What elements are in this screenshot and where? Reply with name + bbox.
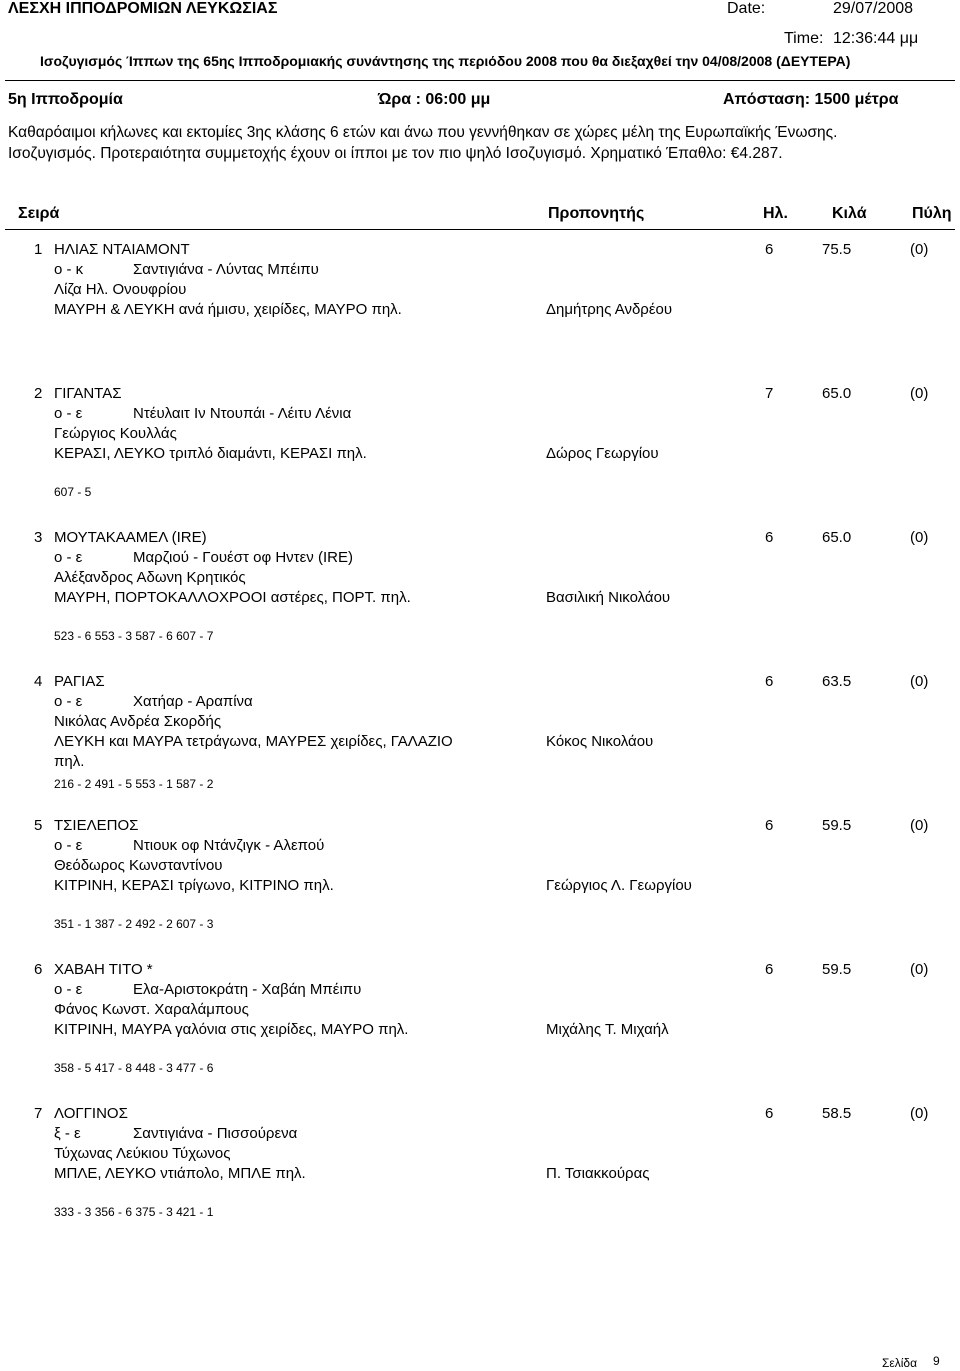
horse-age: 6 bbox=[765, 961, 774, 978]
runner-number: 5 bbox=[34, 817, 43, 834]
horse-pedigree: Ντέυλαιτ Ιν Ντουπάι - Λέιτυ Λένια bbox=[133, 405, 352, 422]
horse-pedigree: Ντιουκ οφ Ντάνζιγκ - Αλεπού bbox=[133, 837, 325, 854]
time-value: 12:36:44 μμ bbox=[833, 30, 919, 47]
trainer-name: Δώρος Γεωργίου bbox=[546, 445, 659, 462]
racing-colors: ΚΙΤΡΙΝΗ, ΜΑΥΡΑ γαλόνια στις χειρίδες, ΜΑΥΡΟ πηλ. bbox=[54, 1021, 409, 1038]
race-time: Ώρα : 06:00 μμ bbox=[378, 91, 491, 108]
starting-gate: (0) bbox=[910, 961, 929, 978]
horse-pedigree: Σαντιγιάνα - Λύντας Μπέιπυ bbox=[133, 261, 319, 278]
horse-age: 6 bbox=[765, 1105, 774, 1122]
horse-age: 6 bbox=[765, 817, 774, 834]
columns-divider bbox=[5, 229, 955, 230]
racing-colors: ΜΑΥΡΗ & ΛΕΥΚΗ ανά ήμισυ, χειρίδες, ΜΑΥΡΟ πηλ. bbox=[54, 301, 402, 318]
runner-number: 3 bbox=[34, 529, 43, 546]
col-weight: Κιλά bbox=[832, 205, 867, 222]
racing-colors: ΜΑΥΡΗ, ΠΟΡΤΟΚΑΛΛΟΧΡΟΟΙ αστέρες, ΠΟΡΤ. πηλ. bbox=[54, 589, 411, 606]
horse-pedigree: Μαρζιού - Γουέστ οφ Ηντεν (IRE) bbox=[133, 549, 353, 566]
club-title: ΛΕΣΧΗ ΙΠΠΟΔΡΟΜΙΩΝ ΛΕΥΚΩΣΙΑΣ bbox=[8, 0, 278, 17]
col-age: Ηλ. bbox=[763, 205, 788, 222]
starting-gate: (0) bbox=[910, 529, 929, 546]
horse-owner: Γεώργιος Κουλλάς bbox=[54, 425, 177, 442]
horse-name: ΗΛΙΑΣ ΝΤΑΙΑΜΟΝΤ bbox=[54, 241, 190, 258]
horse-owner: Νικόλας Ανδρέα Σκορδής bbox=[54, 713, 222, 730]
racing-colors: ΚΕΡΑΣΙ, ΛΕΥΚΟ τριπλό διαμάντι, ΚΕΡΑΣΙ πηλ. bbox=[54, 445, 367, 462]
starting-gate: (0) bbox=[910, 817, 929, 834]
horse-age: 6 bbox=[765, 241, 774, 258]
recent-form: 523 - 6 553 - 3 587 - 6 607 - 7 bbox=[54, 629, 214, 643]
horse-owner: Φάνος Κωνστ. Χαραλάμπους bbox=[54, 1001, 249, 1018]
runner-number: 6 bbox=[34, 961, 43, 978]
col-order: Σειρά bbox=[18, 205, 60, 222]
horse-sex: ο - κ bbox=[54, 261, 84, 278]
horse-owner: Λίζα Ηλ. Ονουφρίου bbox=[54, 281, 187, 298]
horse-age: 7 bbox=[765, 385, 774, 402]
racing-colors: ΛΕΥΚΗ και ΜΑΥΡΑ τετράγωνα, ΜΑΥΡΕΣ χειρίδες, ΓΑΛΑΖΙΟ bbox=[54, 733, 453, 750]
horse-weight: 63.5 bbox=[822, 673, 852, 690]
horse-age: 6 bbox=[765, 673, 774, 690]
starting-gate: (0) bbox=[910, 241, 929, 258]
horse-weight: 65.0 bbox=[822, 529, 852, 546]
time-label: Time: bbox=[784, 30, 824, 47]
starting-gate: (0) bbox=[910, 673, 929, 690]
horse-weight: 75.5 bbox=[822, 241, 852, 258]
col-trainer: Προπονητής bbox=[548, 205, 645, 222]
recent-form: 351 - 1 387 - 2 492 - 2 607 - 3 bbox=[54, 917, 214, 931]
horse-pedigree: Σαντιγιάνα - Πισσούρενα bbox=[133, 1125, 298, 1142]
horse-sex: ο - ε bbox=[54, 837, 83, 854]
horse-name: ΤΣΙΕΛΕΠΟΣ bbox=[54, 817, 139, 834]
header-divider bbox=[5, 80, 955, 81]
recent-form: 216 - 2 491 - 5 553 - 1 587 - 2 bbox=[54, 777, 214, 791]
race-conditions: Καθαρόαιμοι κήλωνες και εκτομίες 3ης κλάσης 6 ετών και άνω που γεννήθηκαν σε χώρες μέλη της Ευρωπαϊκής Ένωσης. Ισοζυγισμός. Προτεραιότητα συμμετοχής έχουν οι ίπποι με τον πιο ψηλό Ισοζυγισμό. Χρηματικό Έπαθλο: €4.287. bbox=[8, 124, 838, 162]
horse-weight: 59.5 bbox=[822, 817, 852, 834]
recent-form: 607 - 5 bbox=[54, 485, 92, 499]
runner-number: 2 bbox=[34, 385, 43, 402]
horse-sex: ο - ε bbox=[54, 693, 83, 710]
page-label: Σελίδα bbox=[882, 1356, 918, 1370]
race-name: 5η Ιπποδρομία bbox=[8, 91, 123, 108]
horse-name: ΡΑΓΙΑΣ bbox=[54, 673, 105, 690]
horse-owner: Τύχωνας Λεύκιου Τύχωνος bbox=[54, 1145, 231, 1162]
recent-form: 358 - 5 417 - 8 448 - 3 477 - 6 bbox=[54, 1061, 214, 1075]
report-subtitle: Ισοζυγισμός Ίππων της 65ης Ιπποδρομιακής συνάντησης της περιόδου 2008 που θα διεξαχθεί την 04/08/2008 (ΔΕΥΤΕΡΑ) bbox=[40, 53, 851, 69]
horse-owner: Αλέξανδρος Αδωνη Κρητικός bbox=[54, 569, 246, 586]
racing-colors: ΜΠΛΕ, ΛΕΥΚΟ ντιάπολο, ΜΠΛΕ πηλ. bbox=[54, 1165, 306, 1182]
horse-pedigree: Χατήαρ - Αραπίνα bbox=[133, 693, 253, 710]
trainer-name: Μιχάλης Τ. Μιχαήλ bbox=[546, 1021, 669, 1038]
trainer-name: Δημήτρης Ανδρέου bbox=[546, 301, 673, 318]
horse-sex: ξ - ε bbox=[54, 1125, 81, 1142]
runner-number: 7 bbox=[34, 1105, 43, 1122]
horse-name: ΓΙΓΑΝΤΑΣ bbox=[54, 385, 122, 402]
date-label: Date: bbox=[727, 0, 766, 17]
horse-age: 6 bbox=[765, 529, 774, 546]
racing-colors-cont: πηλ. bbox=[54, 753, 85, 770]
runner-number: 4 bbox=[34, 673, 43, 690]
horse-name: ΜΟΥΤΑΚΑΑΜΕΛ (IRE) bbox=[54, 529, 207, 546]
starting-gate: (0) bbox=[910, 1105, 929, 1122]
trainer-name: Π. Τσιακκούρας bbox=[546, 1165, 650, 1182]
trainer-name: Βασιλική Νικολάου bbox=[546, 589, 671, 606]
trainer-name: Γεώργιος Λ. Γεωργίου bbox=[546, 877, 692, 894]
horse-sex: ο - ε bbox=[54, 981, 83, 998]
date-value: 29/07/2008 bbox=[833, 0, 914, 17]
starting-gate: (0) bbox=[910, 385, 929, 402]
horse-sex: ο - ε bbox=[54, 405, 83, 422]
horse-name: ΛΟΓΓΙΝΟΣ bbox=[54, 1105, 128, 1122]
horse-weight: 65.0 bbox=[822, 385, 852, 402]
horse-sex: ο - ε bbox=[54, 549, 83, 566]
col-gate: Πύλη bbox=[912, 205, 952, 222]
horse-weight: 59.5 bbox=[822, 961, 852, 978]
horse-owner: Θεόδωρος Κωνσταντίνου bbox=[54, 857, 223, 874]
horse-pedigree: Ελα-Αριστοκράτη - Χαβάη Μπέιπυ bbox=[133, 981, 362, 998]
race-distance: Απόσταση: 1500 μέτρα bbox=[723, 91, 899, 108]
trainer-name: Κόκος Νικολάου bbox=[546, 733, 654, 750]
racing-colors: ΚΙΤΡΙΝΗ, ΚΕΡΑΣΙ τρίγωνο, ΚΙΤΡΙΝΟ πηλ. bbox=[54, 877, 334, 894]
runner-number: 1 bbox=[34, 241, 43, 258]
recent-form: 333 - 3 356 - 6 375 - 3 421 - 1 bbox=[54, 1205, 214, 1219]
horse-name: ΧΑΒΑΗ ΤΙΤΟ * bbox=[54, 961, 153, 978]
horse-weight: 58.5 bbox=[822, 1105, 852, 1122]
page-number: 9 bbox=[933, 1354, 940, 1368]
